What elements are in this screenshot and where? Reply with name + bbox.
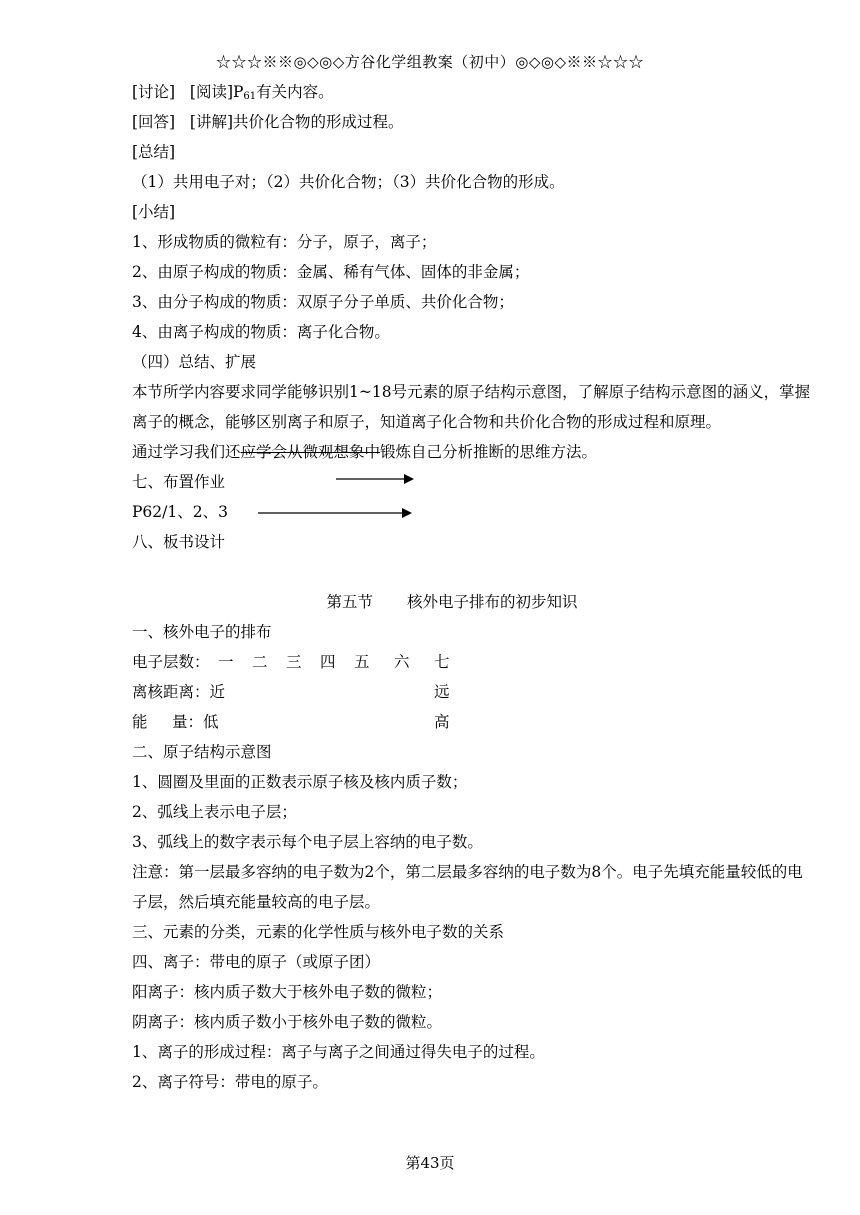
note-paragraph: 注意：第一层最多容纳的电子数为2个，第二层最多容纳的电子数为8个。电子先填充能量较低的电子层，然后填充能量较高的电子层。: [132, 863, 803, 911]
homework-items: P62/1、2、3: [132, 503, 228, 521]
ion-formation: 1、离子的形成过程：离子与离子之间通过得失电子的过程。: [132, 1043, 545, 1061]
extension-paragraph: 本节所学内容要求同学能够识别1~18号元素的原子结构示意图，了解原子结构示意图的涵义，掌握离子的概念，能够区别离子和原子，知道离子化合物和共价化合物的形成过程和原理。: [132, 383, 811, 431]
electron-arrangement-heading: 一、核外电子的排布: [132, 623, 272, 641]
board-design-heading: 八、板书设计: [132, 533, 226, 551]
structure-point-3: 3、弧线上的数字表示每个电子层上容纳的电子数。: [132, 833, 483, 851]
arrow-icon: [336, 472, 416, 486]
section-title: 第五节 核外电子排布的初步知识: [326, 593, 578, 611]
summary-item-1: 1、形成物质的微粒有：分子，原子，离子；: [132, 233, 437, 251]
answer-line: [回答] [讲解]共价化合物的形成过程。: [132, 113, 404, 131]
ion-symbol: 2、离子符号：带电的原子。: [132, 1073, 328, 1091]
arrow-icon: [258, 506, 414, 520]
structure-point-2: 2、弧线上表示电子层；: [132, 803, 297, 821]
structure-diagram-heading: 二、原子结构示意图: [132, 743, 272, 761]
cation-definition: 阳离子：核内质子数大于核外电子数的微粒；: [132, 983, 443, 1001]
structure-point-1: 1、圆圈及里面的正数表示原子核及核内质子数；: [132, 773, 468, 791]
summary-item-4: 4、由离子构成的物质：离子化合物。: [132, 323, 390, 341]
summary-heading: [总结]: [132, 143, 176, 161]
energy-row: 能 量：低 高: [132, 713, 450, 731]
document-body: [132, 77, 812, 1097]
element-classification-heading: 三、元素的分类，元素的化学性质与核外电子数的关系: [132, 923, 505, 941]
summary-item-3: 3、由分子构成的物质：双原子分子单质、共价化合物；: [132, 293, 514, 311]
struck-text: 应学会从微观想象中: [240, 443, 381, 461]
extension-heading: （四）总结、扩展: [132, 353, 257, 371]
homework-heading: 七、布置作业: [132, 473, 226, 491]
nucleus-distance-row: 离核距离：近 远: [132, 683, 450, 701]
page-number: 第43页: [405, 1154, 455, 1172]
brief-summary-heading: [小结]: [132, 203, 176, 221]
page-header: ☆☆☆※※◎◇◎◇方谷化学组教案（初中）◎◇◎◇※※☆☆☆: [216, 53, 644, 71]
electron-shell-row: 电子层数： 一 二 三 四 五 六 七: [132, 653, 450, 671]
ion-heading: 四、离子：带电的原子（或原子团）: [132, 953, 381, 971]
summary-item-2: 2、由原子构成的物质：金属、稀有气体、固体的非金属；: [132, 263, 530, 281]
summary-points: （1）共用电子对；（2）共价化合物；（3）共价化合物的形成。: [132, 173, 565, 191]
method-line: 通过学习我们还应学会从微观想象中锻炼自己分析推断的思维方法。: [132, 443, 598, 461]
discussion-line: [讨论] [阅读]$P_{61}$有关内容。: [132, 83, 334, 102]
anion-definition: 阴离子：核内质子数小于核外电子数的微粒。: [132, 1013, 443, 1031]
